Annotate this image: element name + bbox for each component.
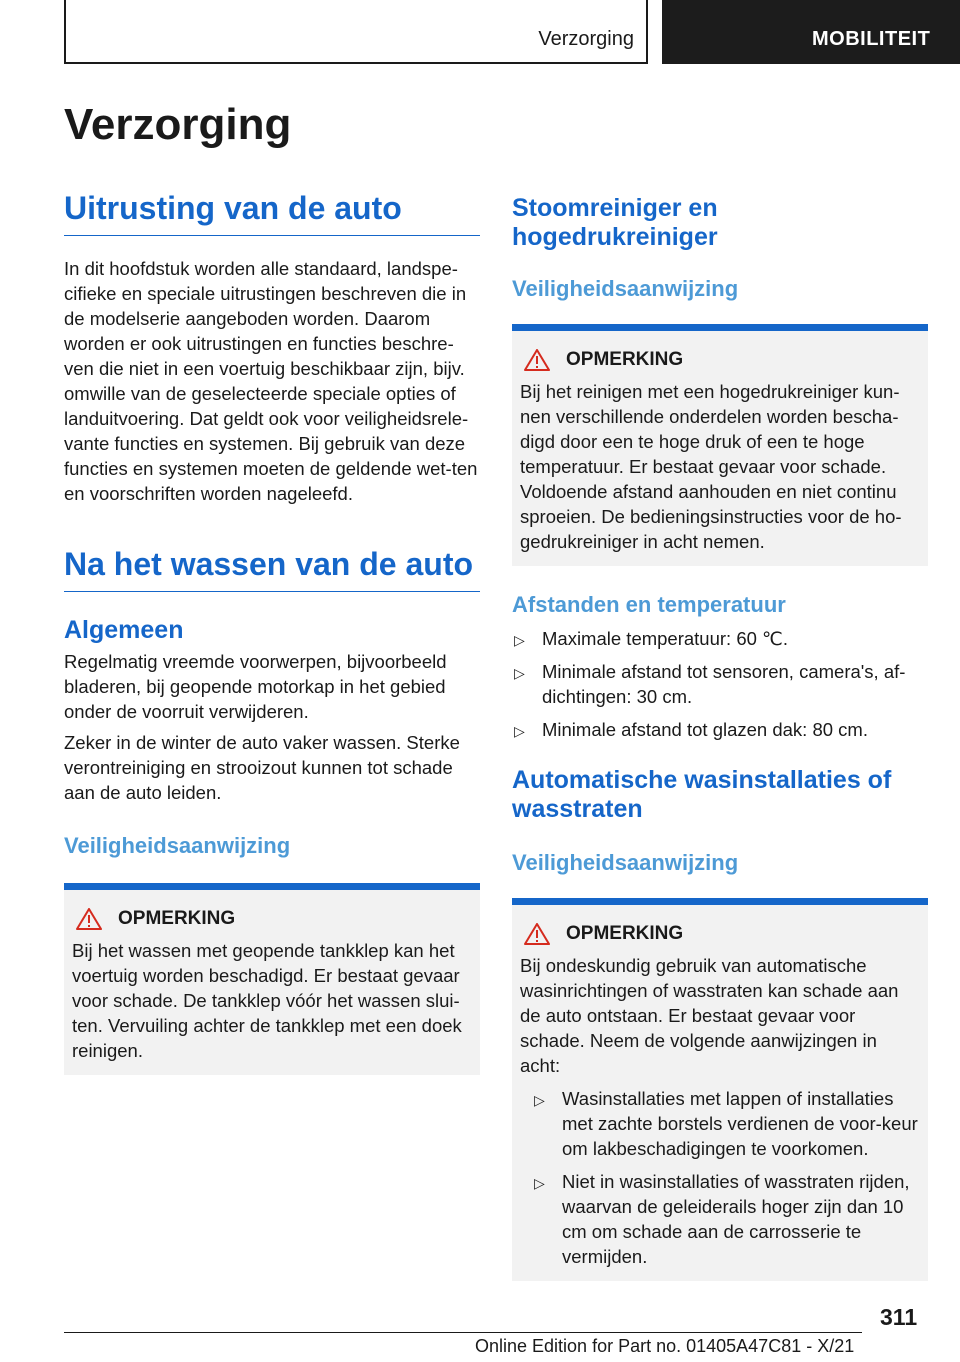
general-paragraph-2: Zeker in de winter de auto vaker wassen. Sterke verontreiniging en strooizout kunnen tot schade aan de auto leiden. (64, 732, 460, 803)
equipment-paragraph: In dit hoofdstuk worden alle standaard, landspe-cifieke en speciale uitrustingen beschreven die in de modelserie aangeboden worden. Daarom worden er ook uitrustingen en functies beschre-ven die niet in een voertuig beschikbaar zijn, bijv. omwille van de geselecteerde speciale opties of landuitvoering. Dat geldt ook voor veiligheidsrele-vante functies en systemen. Bij gebruik van deze functies en systemen moeten de geldende wet-ten en voorschriften worden nageleefd. (64, 258, 478, 504)
left-column (64, 190, 480, 1075)
subheading-car-wash: Automatische wasinstallaties of wasstraten (512, 766, 892, 823)
section-title-after-wash: Na het wassen van de auto (64, 546, 480, 592)
note-box-pressure-washer (512, 324, 928, 566)
subheading-safety-left: Veiligheidsaanwijzing (64, 833, 291, 858)
triangle-bullet-icon: ▷ (534, 1175, 545, 1191)
note-text: Bij ondeskundig gebruik van automatische wasinrichtingen of wasstraten kan schade aan de auto ontstaan. Er bestaat gevaar voor schade. Neem de volgende aanwijzingen in acht: (520, 955, 899, 1076)
page-title: Verzorging (64, 100, 292, 149)
triangle-bullet-icon: ▷ (514, 632, 525, 648)
list-item: ▷ Minimale afstand tot glazen dak: 80 cm. (512, 717, 928, 742)
note-box-car-wash (512, 898, 928, 1281)
note-label: OPMERKING (118, 908, 236, 929)
warning-triangle-icon (524, 923, 550, 945)
note-text: Bij het reinigen met een hogedrukreiniger kun-nen verschillende onderdelen worden bescha-digd door een te hoge druk of een te hoge temperatuur. Er bestaat gevaar voor schade. Voldoende afstand aanhouden en niet continu sproeien. De bedieningsinstructies voor de ho-gedrukreiniger in acht nemen. (520, 381, 902, 552)
general-paragraph-1: Regelmatig vreemde voorwerpen, bijvoorbeeld bladeren, bij geopende motorkap in het gebied onder de voorruit verwijderen. (64, 651, 447, 722)
note-header (72, 908, 472, 930)
subheading-steam-cleaner: Stoomreiniger en hogedrukreiniger (512, 194, 718, 251)
note-label: OPMERKING (566, 349, 684, 370)
note-header (520, 923, 920, 945)
list-item: ▷ Maximale temperatuur: 60 ℃. (512, 626, 928, 651)
header-section-title: Verzorging (538, 28, 634, 50)
note-header (520, 349, 920, 371)
warning-triangle-icon (76, 908, 102, 930)
car-wash-list (520, 1086, 920, 1269)
note-box-tank-flap (64, 883, 480, 1075)
note-label: OPMERKING (566, 923, 684, 944)
note-text: Bij het wassen met geopende tankklep kan het voertuig worden beschadigd. Er bestaat gevaar voor schade. De tankklep vóór het wassen slui-ten. Vervuiling achter de tankklep met een doek reinigen. (72, 940, 462, 1061)
header-chapter-label: MOBILITEIT (812, 28, 931, 50)
footer-divider (64, 1332, 862, 1333)
header-chapter-tab (662, 0, 960, 64)
subheading-general: Algemeen (64, 616, 184, 644)
list-item: ▷ Wasinstallaties met lappen of installaties met zachte borstels verdienen de voor-keur om lakbeschadigingen te voorkomen. (534, 1088, 918, 1159)
triangle-bullet-icon: ▷ (534, 1092, 545, 1108)
warning-triangle-icon (524, 349, 550, 371)
subheading-distances: Afstanden en temperatuur (512, 592, 786, 617)
triangle-bullet-icon: ▷ (514, 723, 525, 739)
subheading-safety-carwash: Veiligheidsaanwijzing (512, 850, 739, 875)
section-title-equipment: Uitrusting van de auto (64, 190, 480, 236)
footer-edition: Online Edition for Part no. 01405A47C81 - X/21 (475, 1336, 855, 1356)
list-item: ▷ Minimale afstand tot sensoren, camera's, af-dichtingen: 30 cm. (514, 661, 906, 707)
triangle-bullet-icon: ▷ (514, 665, 525, 681)
page-number: 311 (880, 1304, 918, 1330)
subheading-safety-steam: Veiligheidsaanwijzing (512, 276, 739, 301)
list-item: ▷ Niet in wasinstallaties of wasstraten rijden, waarvan de geleiderails hoger zijn dan 10 cm om schade aan de carrosserie te vermijden. (534, 1171, 910, 1267)
right-column (512, 190, 928, 1281)
distance-list (512, 626, 928, 742)
